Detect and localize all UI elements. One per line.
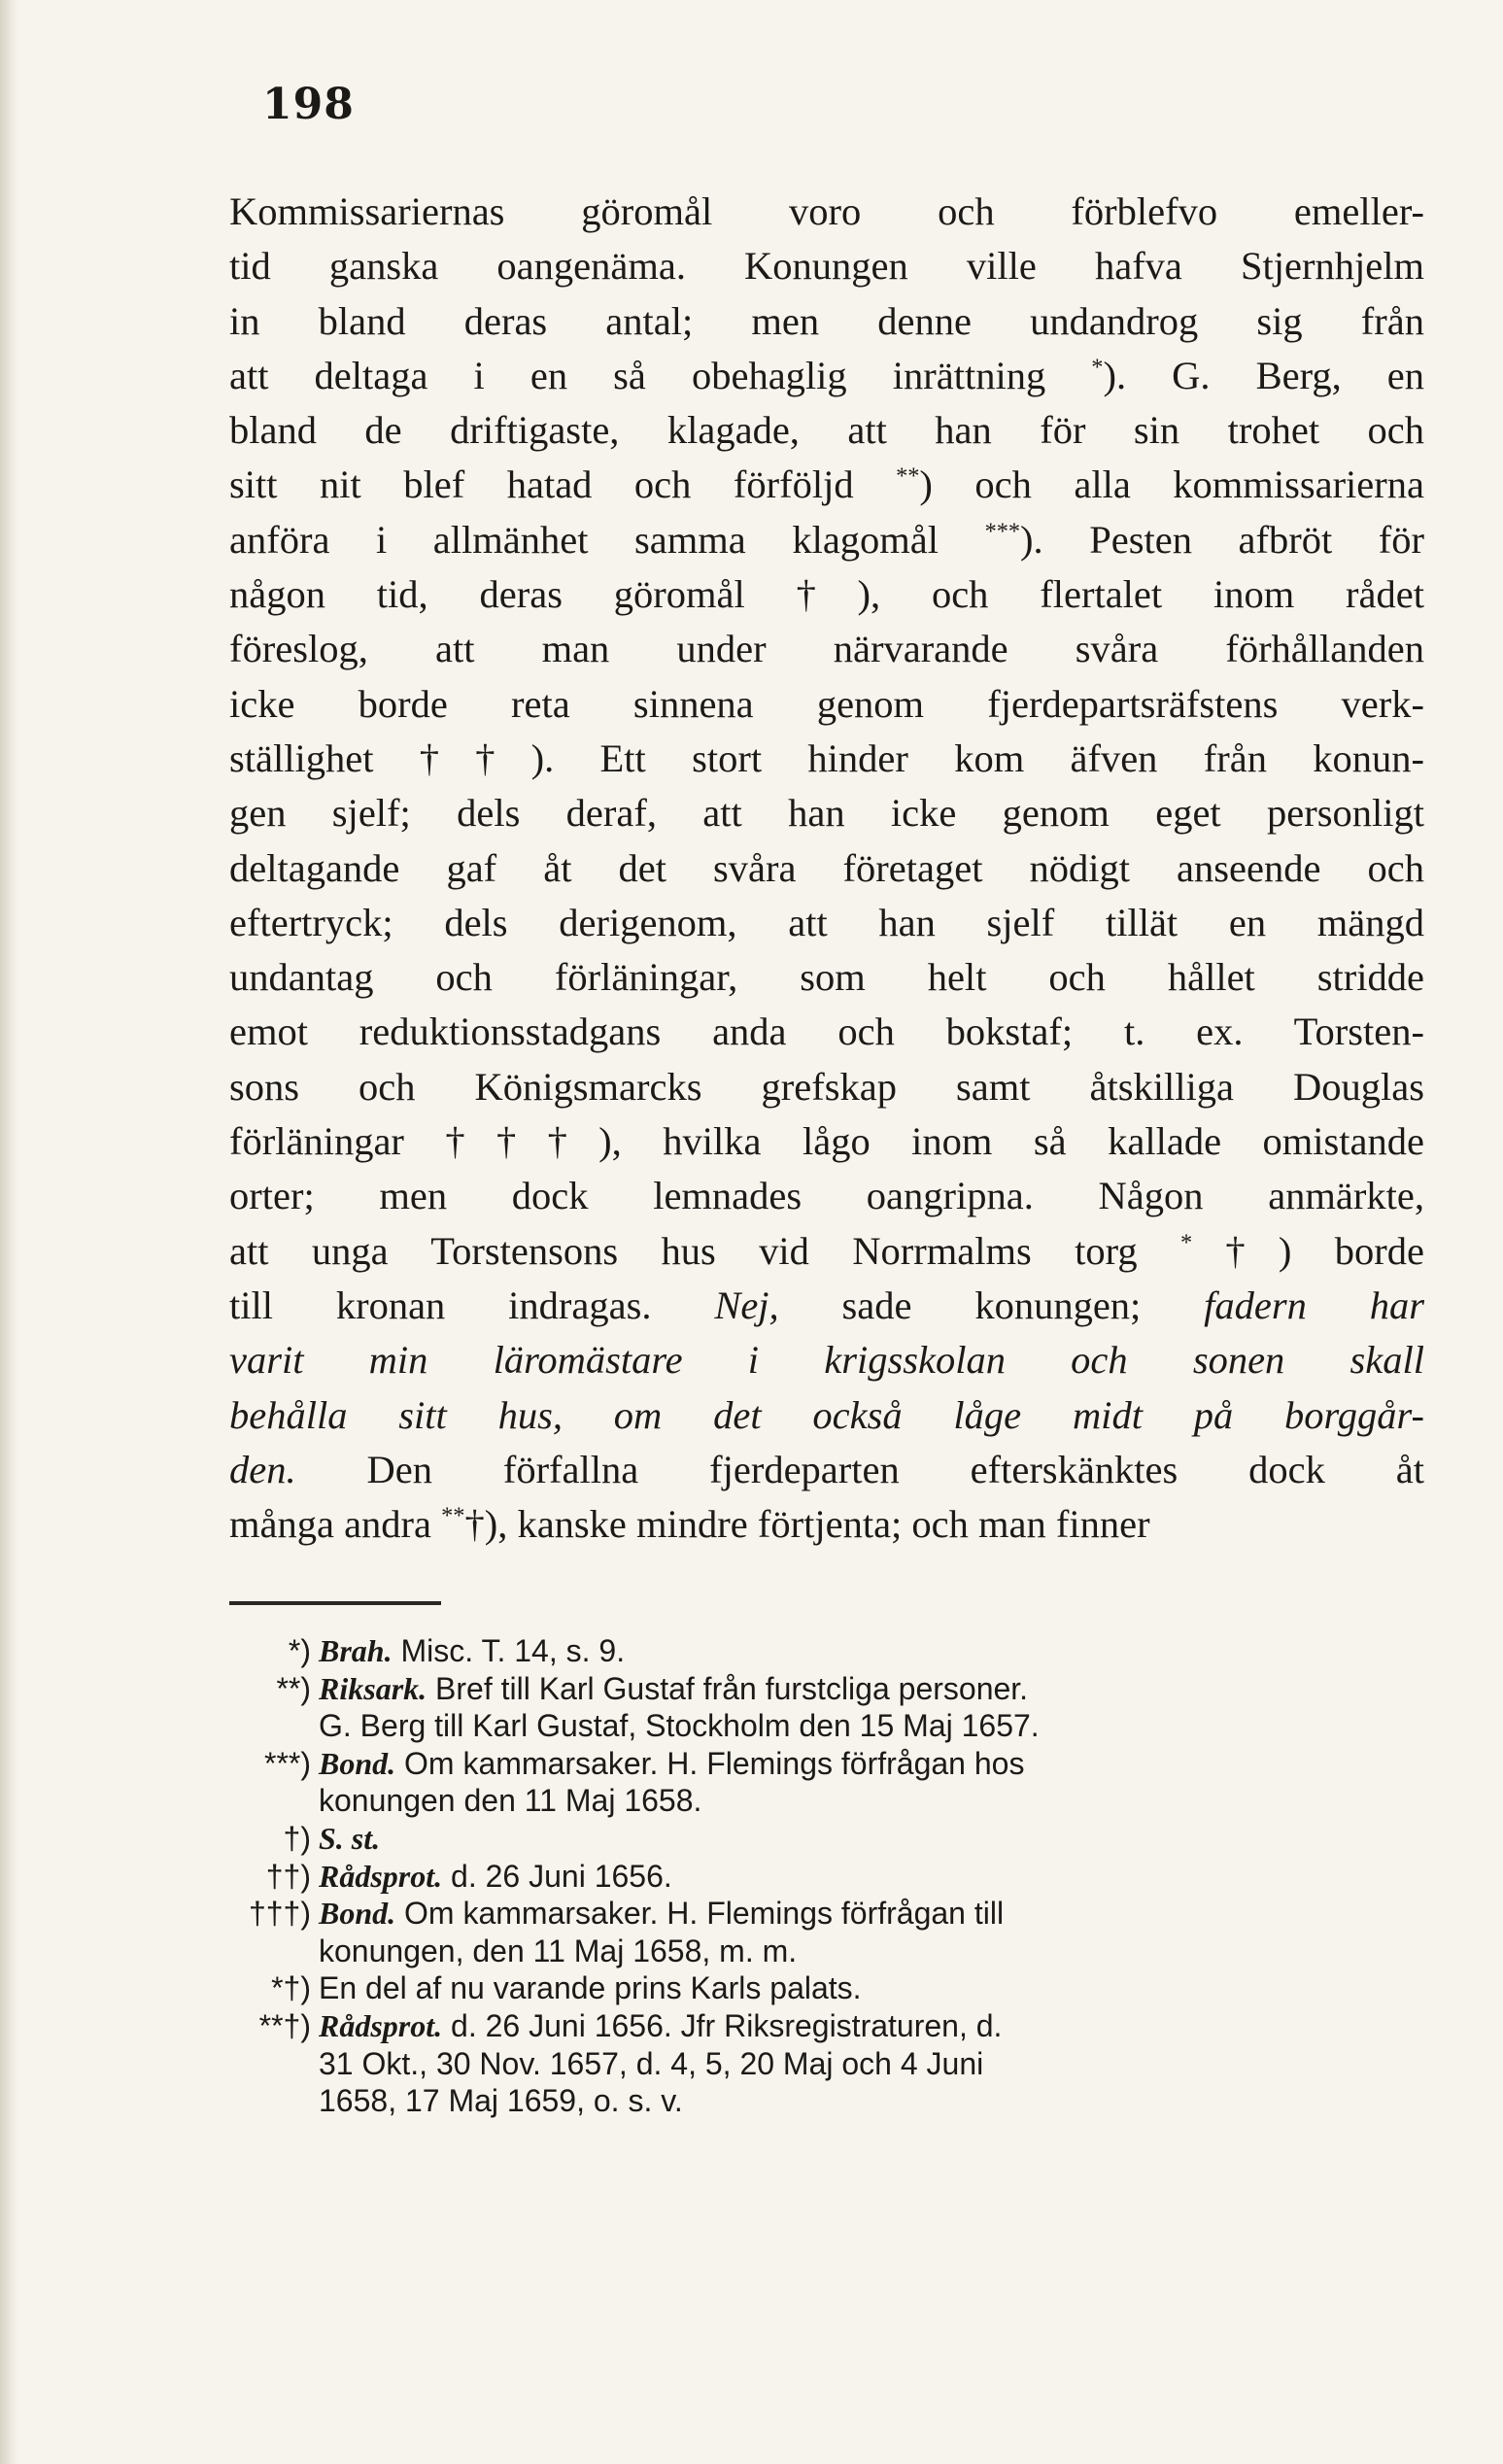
footnote-mark: *) xyxy=(288,1633,311,1668)
footnote-line xyxy=(229,1707,1424,1745)
body-text xyxy=(229,185,1424,1552)
text-segment: ställighet ††). Ett stort hinder kom äfven från konun- xyxy=(229,736,1424,780)
text-segment: icke borde reta sinnena genom fjerdepartsräfstens verk- xyxy=(229,681,1424,726)
footnote-line xyxy=(229,1895,1424,1933)
text-segment: ) och alla kommissarierna xyxy=(919,462,1424,507)
text-segment: förläningar †††), hvilka lågo inom så kallade omistande xyxy=(229,1119,1424,1164)
footnote-source: Rådsprot. xyxy=(319,2007,443,2043)
body-line xyxy=(229,1279,1424,1333)
text-segment: Den förfallna fjerdeparten efterskänktes dock åt xyxy=(295,1447,1424,1491)
footnote-mark: *†) xyxy=(271,1970,311,2006)
footnote-source: Bond. xyxy=(319,1745,396,1781)
text-segment: anföra i allmänhet samma klagomål xyxy=(229,517,985,562)
footnote-line xyxy=(229,1858,1424,1896)
footnote-mark: †††) xyxy=(248,1896,311,1932)
footnote-source: S. st. xyxy=(319,1820,381,1856)
text-segment: att deltaga i en så obehaglig inrättning xyxy=(229,353,1092,397)
footnote-ref: *** xyxy=(984,518,1021,545)
text-segment: sade konungen; xyxy=(778,1283,1205,1327)
page-edge-shadow xyxy=(0,0,17,2464)
italic-text: den. xyxy=(229,1447,296,1491)
text-segment: in bland deras antal; men denne undandrog sig från xyxy=(229,298,1424,343)
footnote-text: Om kammarsaker. H. Flemings förfrågan hos xyxy=(395,1745,1025,1781)
footnote-text: d. 26 Juni 1656. xyxy=(442,1858,672,1894)
footnote-line xyxy=(229,2082,1424,2120)
footnote-mark: **†) xyxy=(258,2007,311,2043)
footnote-ref: ** xyxy=(441,1502,465,1529)
italic-text: fadern har xyxy=(1204,1283,1424,1327)
italic-text: behålla sitt hus, om det också låge midt på borggår- xyxy=(229,1392,1424,1437)
body-line xyxy=(229,1169,1424,1223)
footnote-mark: ††) xyxy=(265,1858,311,1894)
footnotes xyxy=(229,1632,1424,2120)
footnote-line xyxy=(229,1782,1424,1820)
text-segment: orter; men dock lemnades oangripna. Någon anmärkte, xyxy=(229,1174,1424,1218)
text-segment: deltagande gaf åt det svåra företaget nödigt anseende och xyxy=(229,845,1424,890)
body-line xyxy=(229,1497,1424,1552)
footnote-text: G. Berg till Karl Gustaf, Stockholm den 15 Maj 1657. xyxy=(319,1708,1040,1744)
footnote-line xyxy=(229,2007,1424,2045)
body-line xyxy=(229,950,1424,1005)
text-segment: föreslog, att man under närvarande svåra förhållanden xyxy=(229,627,1424,671)
footnote-text: d. 26 Juni 1656. Jfr Riksregistraturen, d. xyxy=(442,2007,1003,2043)
body-line xyxy=(229,732,1424,786)
body-line xyxy=(229,841,1424,896)
footnote-line xyxy=(229,1820,1424,1858)
footnote-ref: * xyxy=(1180,1229,1193,1256)
text-segment: gen sjelf; dels deraf, att han icke genom eget personligt xyxy=(229,791,1424,836)
body-line xyxy=(229,294,1424,349)
text-segment: till kronan indragas. xyxy=(229,1283,715,1327)
body-line xyxy=(229,1333,1424,1387)
body-line xyxy=(229,1388,1424,1443)
body-line xyxy=(229,622,1424,676)
text-segment: undantag och förläningar, som helt och hållet stridde xyxy=(229,955,1424,1000)
body-line xyxy=(229,458,1424,512)
text-segment: bland de driftigaste, klagade, att han för sin trohet och xyxy=(229,408,1424,453)
footnote-line xyxy=(229,1632,1424,1670)
text-segment: någon tid, deras göromål †), och flertalet inom rådet xyxy=(229,572,1424,617)
footnote-source: Brah. xyxy=(319,1633,393,1668)
footnote-source: Rådsprot. xyxy=(319,1858,443,1894)
footnote-line xyxy=(229,1969,1424,2007)
text-segment: ). Pesten afbröt för xyxy=(1020,517,1424,562)
text-segment: †), kanske mindre förtjenta; och man finner xyxy=(464,1502,1150,1547)
footnote-rule xyxy=(229,1601,441,1605)
body-line xyxy=(229,349,1424,403)
text-segment: emot reduktionsstadgans anda och bokstaf; t. ex. Torsten- xyxy=(229,1010,1424,1054)
text-segment: att unga Torstensons hus vid Norrmalms torg xyxy=(229,1228,1181,1273)
body-line xyxy=(229,1224,1424,1279)
footnote-mark: ***) xyxy=(263,1745,311,1781)
body-line xyxy=(229,567,1424,622)
body-line xyxy=(229,185,1424,239)
text-segment: Kommissariernas göromål voro och förblefvo emeller- xyxy=(229,189,1424,233)
footnote-text: 1658, 17 Maj 1659, o. s. v. xyxy=(319,2083,683,2119)
body-line xyxy=(229,786,1424,840)
text-segment: sitt nit blef hatad och förföljd xyxy=(229,462,897,507)
footnote-line xyxy=(229,1745,1424,1783)
body-line xyxy=(229,513,1424,567)
footnote-ref: ** xyxy=(896,462,920,490)
text-segment: sons och Königsmarcks grefskap samt åtskilliga Douglas xyxy=(229,1064,1424,1109)
body-line xyxy=(229,1005,1424,1059)
footnote-line xyxy=(229,1933,1424,1970)
footnote-line xyxy=(229,1670,1424,1708)
footnote-text: Om kammarsaker. H. Flemings förfrågan till xyxy=(395,1896,1005,1932)
footnote-text: En del af nu varande prins Karls palats. xyxy=(319,1970,862,2006)
footnote-source: Bond. xyxy=(319,1896,396,1932)
footnote-ref: * xyxy=(1091,354,1104,381)
footnote-mark: †) xyxy=(283,1820,311,1856)
footnote-line xyxy=(229,2045,1424,2083)
text-segment: eftertryck; dels derigenom, att han sjelf tillät en mängd xyxy=(229,900,1424,944)
text-segment: många andra xyxy=(229,1502,442,1547)
footnote-text: konungen, den 11 Maj 1658, m. m. xyxy=(319,1933,798,1968)
italic-text: Nej, xyxy=(714,1283,779,1327)
page-number: 198 xyxy=(262,80,355,129)
text-segment: ). G. Berg, en xyxy=(1103,353,1424,397)
footnote-mark: **) xyxy=(276,1670,311,1706)
body-line xyxy=(229,1114,1424,1169)
footnote-text: 31 Okt., 30 Nov. 1657, d. 4, 5, 20 Maj och 4 Juni xyxy=(319,2045,984,2081)
body-line xyxy=(229,1443,1424,1497)
footnote-text: Misc. T. 14, s. 9. xyxy=(392,1633,626,1668)
body-line xyxy=(229,239,1424,293)
footnote-text: konungen den 11 Maj 1658. xyxy=(319,1783,702,1819)
text-segment: †) borde xyxy=(1192,1228,1425,1273)
footnote-text: Bref till Karl Gustaf från furstcliga personer. xyxy=(427,1670,1029,1706)
italic-text: varit min läromästare i krigsskolan och sonen skall xyxy=(229,1338,1424,1383)
text-segment: tid ganska oangenäma. Konungen ville hafva Stjernhjelm xyxy=(229,244,1424,289)
footnote-source: Riksark. xyxy=(319,1670,427,1706)
body-line xyxy=(229,403,1424,458)
body-line xyxy=(229,677,1424,732)
body-line xyxy=(229,1060,1424,1114)
body-line xyxy=(229,896,1424,950)
